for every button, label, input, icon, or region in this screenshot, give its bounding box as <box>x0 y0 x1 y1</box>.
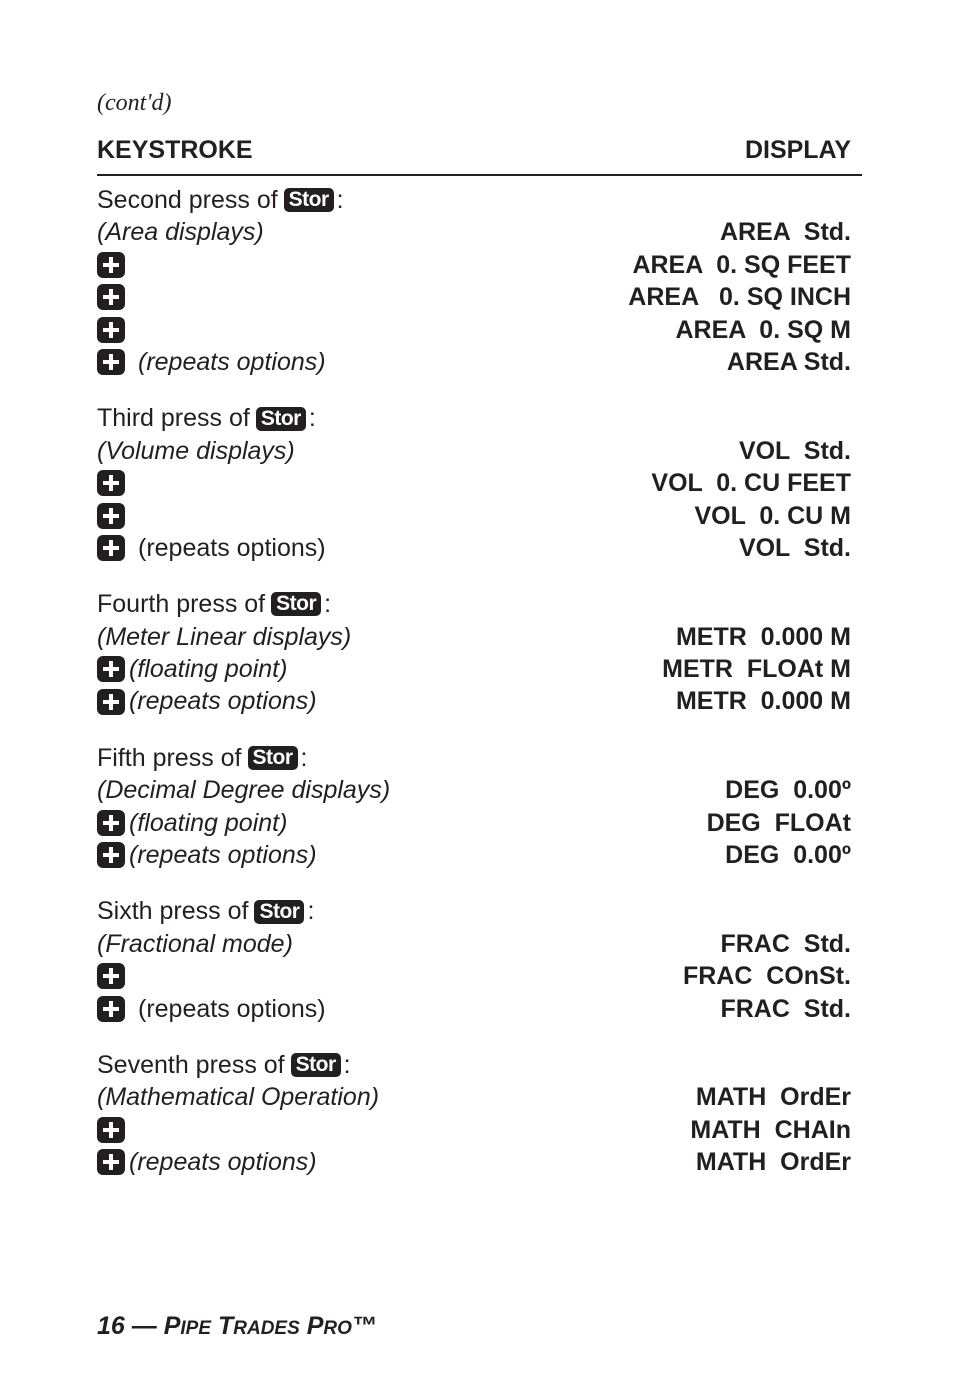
keystroke-section <box>97 742 851 872</box>
press-instruction-text: Sixth press of <box>97 897 249 926</box>
colon: : <box>336 186 344 214</box>
keystroke-note: (Decimal Degree displays) <box>97 776 391 805</box>
colon: : <box>307 897 315 926</box>
keystroke-section <box>97 895 851 1025</box>
press-instruction-row <box>97 742 851 774</box>
plus-key-icon <box>97 470 125 496</box>
keystroke-note: (Mathematical Operation) <box>97 1083 380 1112</box>
display-readout: VOL Std. <box>738 533 851 562</box>
keystroke-row <box>97 281 851 313</box>
keystroke-row <box>97 928 851 960</box>
press-instruction-row <box>97 895 851 927</box>
display-readout: METR 0.000 M <box>675 687 851 716</box>
colon: : <box>343 1050 351 1079</box>
press-instruction-row <box>97 1049 851 1081</box>
plus-key-icon <box>97 963 125 989</box>
plus-key-icon <box>97 349 125 375</box>
keystroke-note: (repeats options) <box>138 347 326 376</box>
stor-key-icon: Stor <box>256 407 306 431</box>
plus-key-icon <box>97 252 125 278</box>
keystroke-sections <box>97 184 851 1203</box>
column-header <box>97 136 862 176</box>
display-readout: FRAC Std. <box>720 929 851 958</box>
plus-key-icon <box>97 689 125 715</box>
keystroke-row <box>97 1081 851 1113</box>
keystroke-row <box>97 532 851 564</box>
keystroke-note: (Meter Linear displays) <box>97 622 352 651</box>
keystroke-row <box>97 1114 851 1146</box>
display-readout: DEG 0.00º <box>725 776 851 805</box>
keystroke-row <box>97 839 851 871</box>
colon: : <box>300 743 308 772</box>
keystroke-note: (floating point) <box>129 655 288 684</box>
press-instruction-text: Seventh press of <box>97 1050 285 1079</box>
keystroke-section <box>97 1049 851 1179</box>
keystroke-row <box>97 435 851 467</box>
press-instruction-text: Fourth press of <box>97 590 266 619</box>
display-readout: DEG FLOAt <box>706 808 851 837</box>
display-readout: FRAC COnSt. <box>682 962 851 991</box>
display-readout: MATH OrdEr <box>695 1083 851 1112</box>
plus-key-icon <box>97 503 125 529</box>
display-readout: AREA Std. <box>726 347 851 376</box>
keystroke-row <box>97 993 851 1025</box>
plus-key-icon <box>97 535 125 561</box>
product-name: PIPE TRADES PRO™ <box>163 1312 377 1340</box>
keystroke-row <box>97 807 851 839</box>
plus-key-icon <box>97 810 125 836</box>
keystroke-row <box>97 249 851 281</box>
keystroke-row <box>97 500 851 532</box>
keystroke-row <box>97 960 851 992</box>
plus-key-icon <box>97 317 125 343</box>
keystroke-section <box>97 588 851 718</box>
plus-key-icon <box>97 284 125 310</box>
stor-key-icon: Stor <box>284 188 334 212</box>
page-footer <box>97 1312 377 1341</box>
keystroke-note: (floating point) <box>129 808 288 837</box>
plus-key-icon <box>97 656 125 682</box>
stor-key-icon: Stor <box>271 592 321 616</box>
display-readout: AREA 0. SQ M <box>675 315 851 344</box>
colon: : <box>308 404 316 433</box>
display-readout: AREA Std. <box>719 218 851 247</box>
display-readout: VOL 0. CU FEET <box>651 469 851 498</box>
colon: : <box>324 590 332 619</box>
continued-label: (cont'd) <box>97 90 172 116</box>
display-readout: VOL 0. CU M <box>694 501 851 530</box>
display-readout: AREA 0. SQ FEET <box>632 250 851 279</box>
keystroke-row <box>97 1146 851 1178</box>
keystroke-note: (repeats options) <box>138 533 326 562</box>
keystroke-row <box>97 346 851 378</box>
keystroke-section <box>97 402 851 564</box>
display-readout: VOL Std. <box>738 436 851 465</box>
press-instruction-row <box>97 588 851 620</box>
display-column-title: DISPLAY <box>744 136 851 164</box>
press-instruction-text: Third press of <box>97 404 250 433</box>
keystroke-row <box>97 314 851 346</box>
press-instruction-row <box>97 184 851 216</box>
plus-key-icon <box>97 996 125 1022</box>
plus-key-icon <box>97 1117 125 1143</box>
stor-key-icon: Stor <box>248 746 298 770</box>
stor-key-icon: Stor <box>291 1053 341 1077</box>
keystroke-note: (repeats options) <box>129 687 317 716</box>
keystroke-note: (repeats options) <box>129 841 317 870</box>
plus-key-icon <box>97 1149 125 1175</box>
keystroke-note: (Area displays) <box>97 218 264 247</box>
keystroke-row <box>97 621 851 653</box>
keystroke-row <box>97 685 851 717</box>
display-readout: MATH CHAIn <box>690 1115 851 1144</box>
display-readout: MATH OrdEr <box>695 1148 851 1177</box>
display-readout: AREA 0. SQ INCH <box>628 283 851 312</box>
press-instruction-text: Fifth press of <box>97 743 242 772</box>
keystroke-note: (repeats options) <box>129 1148 317 1177</box>
keystroke-row <box>97 467 851 499</box>
keystroke-note: (Volume displays) <box>97 436 295 465</box>
keystroke-row <box>97 216 851 248</box>
press-instruction-text: Second press of <box>97 186 278 214</box>
page-number: 16 <box>97 1312 125 1340</box>
display-readout: DEG 0.00º <box>725 841 851 870</box>
keystroke-row <box>97 653 851 685</box>
keystroke-column-title: KEYSTROKE <box>97 136 253 164</box>
keystroke-row <box>97 774 851 806</box>
plus-key-icon <box>97 842 125 868</box>
display-readout: METR 0.000 M <box>675 622 851 651</box>
keystroke-note: (Fractional mode) <box>97 929 293 958</box>
display-readout: METR FLOAt M <box>662 655 851 684</box>
display-readout: FRAC Std. <box>720 994 851 1023</box>
footer-dash: — <box>131 1312 157 1340</box>
press-instruction-row <box>97 402 851 434</box>
keystroke-note: (repeats options) <box>138 994 326 1023</box>
keystroke-section <box>97 184 851 378</box>
stor-key-icon: Stor <box>254 900 304 924</box>
